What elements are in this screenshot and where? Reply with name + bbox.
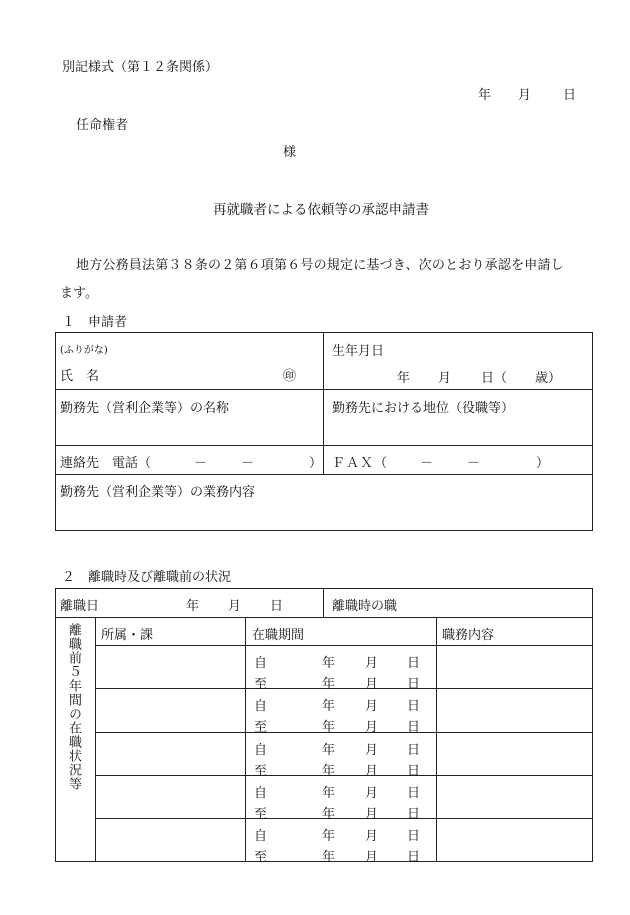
period-to-label-3: 至 (254, 764, 268, 779)
period-year-label-3-from: 年 (322, 743, 336, 758)
honorific: 様 (283, 145, 297, 160)
period-day-label-4-to: 日 (407, 807, 421, 822)
retire-date-label: 離職日 (60, 599, 100, 614)
birth-month-label: 月 (438, 371, 452, 386)
period-month-label-4-from: 月 (365, 786, 379, 801)
period-month-label-1-from: 月 (365, 656, 379, 671)
birth-age-label: 歳） (535, 371, 562, 386)
retire-day-label: 日 (270, 599, 284, 614)
period-month-label-5-from: 月 (365, 829, 379, 844)
period-year-label-2-to: 年 (322, 720, 336, 735)
section-2-heading: ２ 離職時及び離職前の状況 (62, 570, 232, 585)
period-year-label-3-to: 年 (322, 764, 336, 779)
birth-day-label: 日（ (481, 371, 508, 386)
intro-line-1: 地方公務員法第３８条の２第６項第６号の規定に基づき、次のとおり承認を申請し (76, 258, 564, 273)
phone-dash-2: － (241, 456, 255, 471)
retire-post-label: 離職時の職 (332, 599, 398, 614)
seal-mark: ㊞ (283, 369, 297, 384)
fax-dash-1: － (420, 456, 434, 471)
fax-close: ） (536, 456, 550, 471)
period-year-label-5-to: 年 (322, 850, 336, 865)
column-department: 所属・課 (101, 628, 154, 643)
date-month-label: 月 (518, 88, 532, 103)
period-day-label-1-to: 日 (407, 677, 421, 692)
period-from-label-1: 自 (254, 656, 268, 671)
period-from-label-4: 自 (254, 786, 268, 801)
period-day-label-3-from: 日 (407, 743, 421, 758)
period-day-label-5-from: 日 (407, 829, 421, 844)
retire-month-label: 月 (228, 599, 242, 614)
column-period: 在職期間 (252, 628, 305, 643)
fax-dash-2: － (467, 456, 481, 471)
employer-name-label: 勤務先（営利企業等）の名称 (60, 401, 230, 416)
period-month-label-1-to: 月 (365, 677, 379, 692)
period-to-label-1: 至 (254, 677, 268, 692)
period-month-label-3-to: 月 (365, 764, 379, 779)
period-to-label-2: 至 (254, 720, 268, 735)
retire-year-label: 年 (186, 599, 200, 614)
period-to-label-4: 至 (254, 807, 268, 822)
five-year-history-side-label: 離職前５年間の在職状況等 (66, 623, 81, 791)
date-year-label: 年 (478, 88, 492, 103)
section-1-heading: １ 申請者 (62, 315, 128, 330)
period-day-label-1-from: 日 (407, 656, 421, 671)
period-day-label-2-to: 日 (407, 720, 421, 735)
phone-dash-1: － (194, 456, 208, 471)
period-year-label-1-from: 年 (322, 656, 336, 671)
employer-position-label: 勤務先における地位（役職等） (332, 401, 515, 416)
period-month-label-2-to: 月 (365, 720, 379, 735)
date-day-label: 日 (563, 88, 577, 103)
intro-line-2: ます。 (60, 286, 98, 301)
period-day-label-3-to: 日 (407, 764, 421, 779)
period-from-label-2: 自 (254, 699, 268, 714)
period-month-label-5-to: 月 (365, 850, 379, 865)
period-year-label-4-from: 年 (322, 786, 336, 801)
period-day-label-2-from: 日 (407, 699, 421, 714)
document-title: 再就職者による依頼等の承認申請書 (213, 202, 429, 218)
period-month-label-4-to: 月 (365, 807, 379, 822)
column-duties: 職務内容 (442, 628, 495, 643)
form-reference: 別記様式（第１２条関係） (62, 60, 219, 75)
period-month-label-2-from: 月 (365, 699, 379, 714)
phone-close: ） (309, 456, 323, 471)
period-from-label-3: 自 (254, 743, 268, 758)
birth-date-label: 生年月日 (332, 344, 385, 359)
period-month-label-3-from: 月 (365, 743, 379, 758)
birth-year-label: 年 (397, 371, 411, 386)
period-year-label-1-to: 年 (322, 677, 336, 692)
recipient-label: 任命権者 (76, 118, 129, 133)
period-to-label-5: 至 (254, 850, 268, 865)
contact-phone-label: 連絡先 電話（ (60, 456, 152, 471)
period-day-label-5-to: 日 (407, 850, 421, 865)
name-label: 氏 名 (60, 369, 100, 384)
furigana-label: (ふりがな) (60, 345, 108, 356)
period-year-label-4-to: 年 (322, 807, 336, 822)
period-year-label-2-from: 年 (322, 699, 336, 714)
business-description-label: 勤務先（営利企業等）の業務内容 (60, 485, 256, 500)
period-from-label-5: 自 (254, 829, 268, 844)
period-year-label-5-from: 年 (322, 829, 336, 844)
fax-label: ＦＡＸ（ (332, 456, 389, 471)
period-day-label-4-from: 日 (407, 786, 421, 801)
